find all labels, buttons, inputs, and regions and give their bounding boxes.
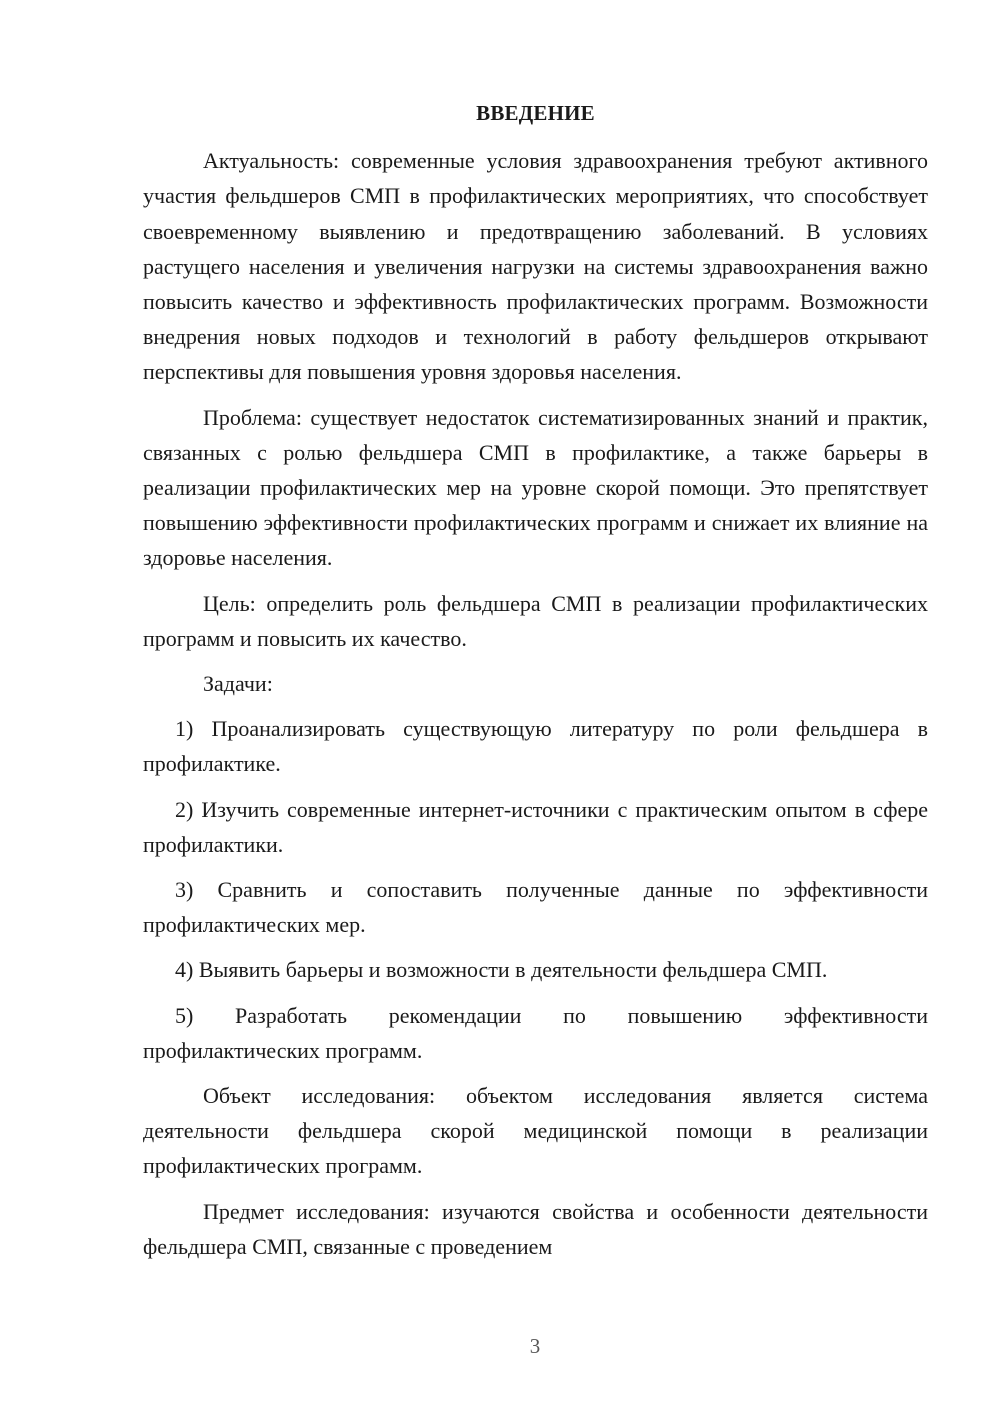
page-number: 3 [529,1334,541,1358]
paragraph-subject: Предмет исследования: изучаются свойства и особенности деятельности фельдшера СМП, связанные с проведением [143,1198,928,1259]
paragraph-problem: Проблема: существует недостаток систематизированных знаний и практик, связанных с ролью фельдшера СМП в профилактике, а также барьеры в реализации профилактических мер на уровне скорой помощи. Это препятствует повышению эффективности профилактических программ и снижает их влияние на здоровье населения. [143,404,928,571]
paragraph-object: Объект исследования: объектом исследования является система деятельности фельдшера скорой медицинской помощи в реализации профилактических программ. [143,1083,928,1179]
paragraph-goal: Цель: определить роль фельдшера СМП в реализации профилактических программ и повысить их качество. [143,590,928,651]
tasks-label: Задачи: [203,671,273,697]
tasks-list [143,711,928,1068]
task-item-1: 1) Проанализировать существующую литературу по роли фельдшера в профилактике. [143,716,928,777]
document-page [143,96,928,1264]
task-item-3: 3) Сравнить и сопоставить полученные данные по эффективности профилактических мер. [143,877,928,938]
task-item-4: 4) Выявить барьеры и возможности в деятельности фельдшера СМП. [175,957,828,983]
section-title: ВВЕДЕНИЕ [476,101,595,125]
paragraph-relevance: Актуальность: современные условия здравоохранения требуют активного участия фельдшеров СМП в профилактических мероприятиях, что способствует своевременному выявлению и предотвращению заболеваний. В условиях растущего населения и увеличения нагрузки на системы здравоохранения важно повысить качество и эффективность профилактических программ. Возможности внедрения новых подходов и технологий в работу фельдшеров открывают перспективы для повышения уровня здоровья населения. [143,148,928,385]
task-item-2: 2) Изучить современные интернет-источники с практическим опытом в сфере профилактики. [143,796,928,857]
task-item-5: 5) Разработать рекомендации по повышению эффективности профилактических программ. [143,1002,928,1063]
